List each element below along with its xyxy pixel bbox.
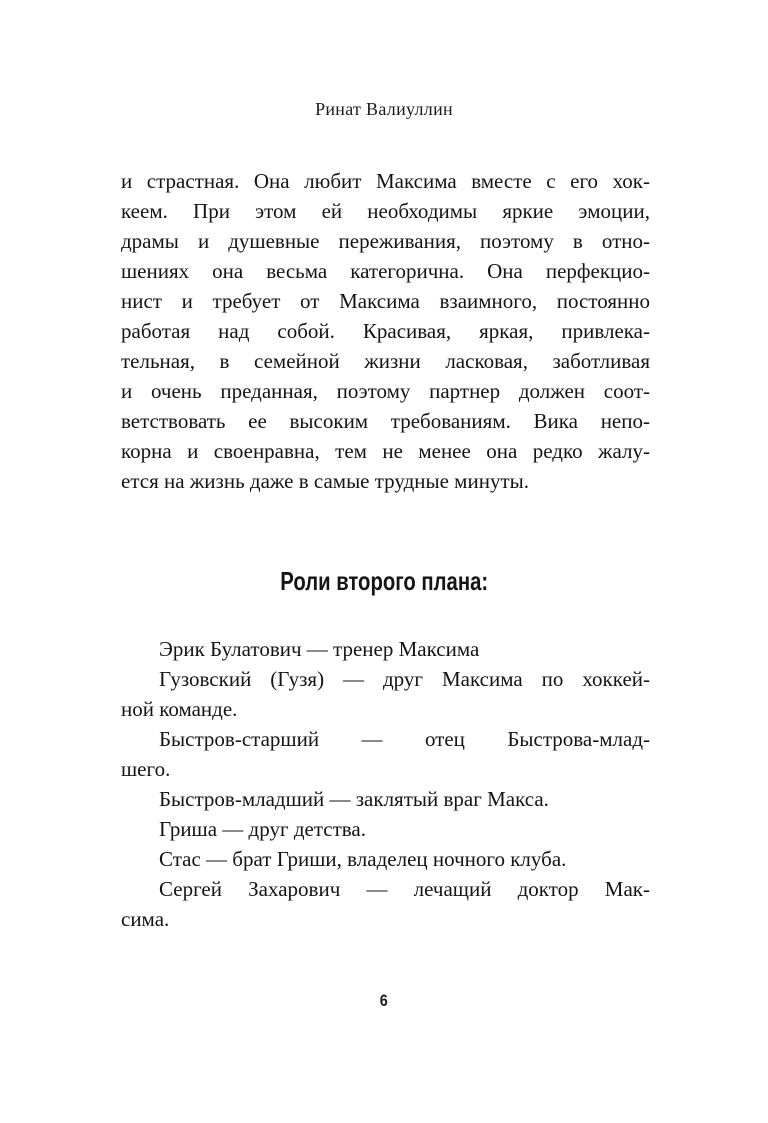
text-line: ется на жизнь даже в самые трудные минуты. — [121, 469, 529, 493]
text-line: Эрик Булатович — тренер Максима — [159, 637, 480, 661]
section-heading-wrap — [0, 566, 768, 597]
text-line: корна и своенравна, тем не менее она редко жалу- — [121, 439, 650, 463]
page-header-author: Ринат Валиуллин — [315, 99, 453, 119]
text-line: Стас — брат Гриши, владелец ночного клуба. — [159, 847, 567, 871]
cast-item — [121, 814, 650, 844]
text-line: и страстная. Она любит Максима вместе с его хок- — [121, 169, 650, 193]
text-line: и очень преданная, поэтому партнер должен соот- — [121, 379, 650, 403]
text-line: нист и требует от Максима взаимного, постоянно — [121, 289, 650, 313]
text-line: драмы и душевные переживания, поэтому в отно- — [121, 229, 650, 253]
text-line: шениях она весьма категорична. Она перфекцио- — [121, 259, 650, 283]
text-line: ветствовать ее высоким требованиям. Вика непо- — [121, 409, 650, 433]
text-line: тельная, в семейной жизни ласковая, заботливая — [121, 349, 650, 373]
text-line: сима. — [121, 907, 170, 931]
page-number: 6 — [379, 991, 389, 1010]
page-number-wrap — [0, 991, 768, 1011]
text-line: Гузовский (Гузя) — друг Максима по хоккей- — [159, 667, 650, 691]
text-line: кеем. При этом ей необходимы яркие эмоции, — [121, 199, 650, 223]
main-paragraph — [121, 166, 650, 496]
text-line: шего. — [121, 757, 171, 781]
text-line: Гриша — друг детства. — [159, 817, 366, 841]
cast-item — [121, 664, 650, 724]
cast-item — [121, 874, 650, 934]
text-line: Быстров-старший — отец Быстрова-млад- — [159, 727, 650, 751]
cast-item — [121, 844, 650, 874]
cast-item — [121, 634, 650, 664]
cast-item — [121, 784, 650, 814]
section-heading: Роли второго плана: — [280, 566, 488, 596]
text-line: Быстров-младший — заклятый враг Макса. — [159, 787, 549, 811]
text-line: Сергей Захарович — лечащий доктор Мак- — [159, 877, 650, 901]
cast-item — [121, 724, 650, 784]
cast-list — [121, 634, 650, 934]
text-line: ной команде. — [121, 697, 238, 721]
text-line: работая над собой. Красивая, яркая, привлека- — [121, 319, 650, 343]
